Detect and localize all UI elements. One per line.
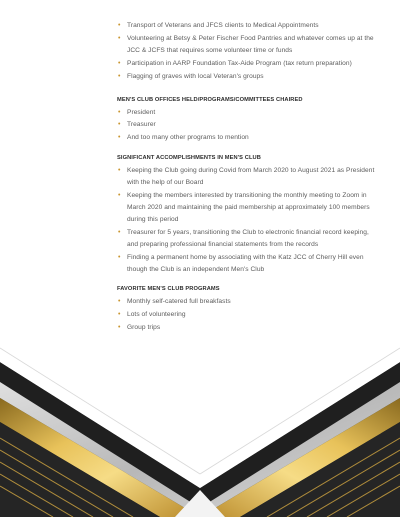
section-heading-offices: MEN'S CLUB OFFICES HELD/PROGRAMS/COMMITTEES CHAIRED (117, 96, 303, 103)
bullet-icon: • (118, 298, 121, 306)
list-item: • Treasurer for 5 years, transitioning the Club to electronic financial record keeping, and preparing professional financial statements from the records (118, 228, 369, 248)
bullet-icon: • (118, 228, 121, 236)
bullet-icon: • (118, 134, 121, 142)
list-item: • Treasurer (117, 119, 379, 131)
list-item: • Lots of volunteering (117, 309, 379, 321)
bullet-icon: • (118, 59, 121, 67)
bullet-icon: • (118, 22, 121, 29)
bullet-icon: • (118, 167, 121, 175)
bullet-icon: • (118, 192, 121, 200)
bullet-icon: • (118, 34, 121, 42)
list-item: • Flagging of graves with local Veteran's groups (117, 71, 379, 83)
intro-list (117, 20, 379, 83)
accomplishments-list (117, 165, 379, 275)
list-item: • Volunteering at Betsy & Peter Fischer Food Pantries and whatever comes up at the JCC & JCFS that requires some volunteer time or funds (118, 34, 374, 54)
list-item: • President (117, 107, 379, 119)
list-item: • Participation in AARP Foundation Tax-Aide Program (tax return preparation) (117, 58, 379, 70)
chevron-decoration (0, 340, 400, 517)
list-item: • Group trips (117, 322, 379, 334)
list-item: • Keeping the members interested by transitioning the monthly meeting to Zoom in March 2020 and maintaining the paid membership at approximately 100 members during this period (118, 192, 370, 223)
list-item: • And too many other programs to mention (117, 132, 379, 144)
list-item: • Keeping the Club going during Covid from March 2020 to August 2021 as President with the help of our Board (118, 167, 375, 187)
section-heading-accomplishments: SIGNIFICANT ACCOMPLISHMENTS IN MEN'S CLUB (117, 155, 261, 162)
bullet-icon: • (118, 253, 121, 261)
list-item: • Transport of Veterans and JFCS clients to Medical Appointments (117, 20, 379, 32)
offices-list (117, 107, 379, 145)
bullet-icon: • (118, 72, 121, 80)
bullet-icon: • (118, 324, 121, 332)
list-item: • Monthly self-catered full breakfasts (117, 296, 379, 308)
section-heading-favorites: FAVORITE MEN'S CLUB PROGRAMS (117, 286, 220, 293)
list-item: • Finding a permanent home by associating with the Katz JCC of Cherry Hill even though the Club is an independent Men's Club (118, 253, 364, 273)
bullet-icon: • (118, 311, 121, 319)
bullet-icon: • (118, 108, 121, 116)
bullet-icon: • (118, 121, 121, 129)
favorites-list (117, 296, 379, 334)
content-column (117, 20, 379, 390)
